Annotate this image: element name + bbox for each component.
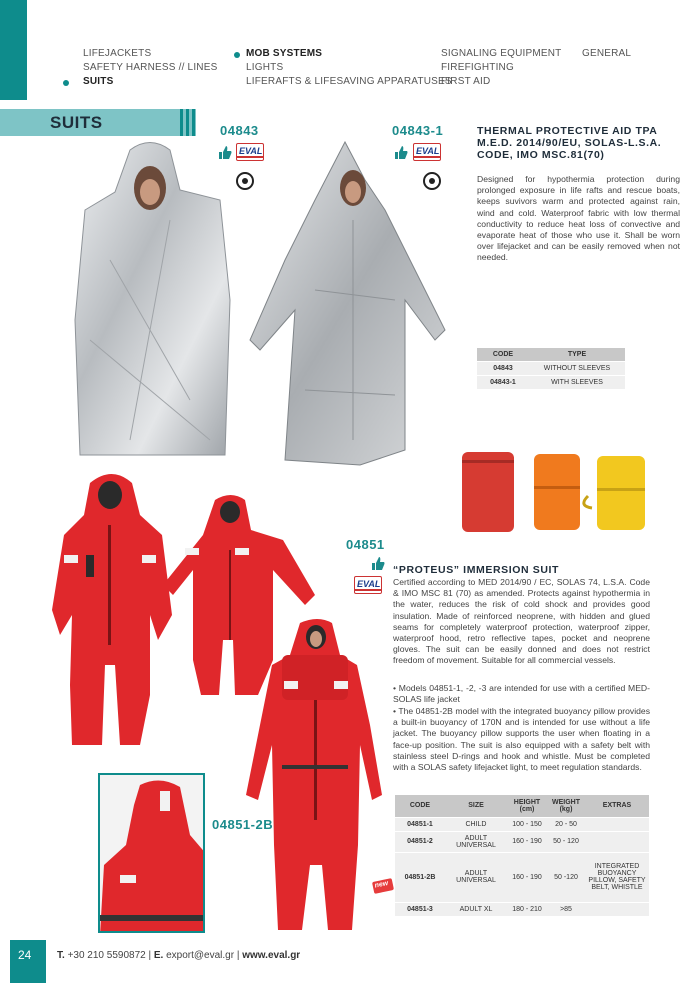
phone-label: T. xyxy=(57,950,65,961)
nav-liferafts[interactable]: LIFERAFTS & LIFESAVING APPARATUSES xyxy=(246,76,452,87)
table-cell: 160 - 190 xyxy=(507,852,547,902)
table-header: CODE xyxy=(395,795,445,817)
immersion-suit-detail-image xyxy=(100,775,205,933)
product2-description: Certified according to MED 2014/90 / EC, SOLAS 74, L.S.A. Code & IMO MSC 81 (70) as amended. Protects against hypothermia in the water, reduces the risk of cold shock and provides good insulation. Made of reinforced neoprene, with hidden and glued seams for completely waterproof protection, waterproof zipper, waterproof hood, retro reflective tapes, pocket and neoprene gloves. The suit can be easily donned and does not restrict freedom of movement. Suitable for all commercial vessels. xyxy=(393,577,650,666)
table-cell: 50 - 120 xyxy=(547,831,585,852)
active-dot xyxy=(234,52,240,58)
nav-signaling[interactable]: SIGNALING EQUIPMENT xyxy=(441,48,562,59)
nav-lifejackets[interactable]: LIFEJACKETS xyxy=(83,48,152,59)
nav-firefighting[interactable]: FIREFIGHTING xyxy=(441,62,514,73)
table-cell: 04843-1 xyxy=(477,376,529,390)
table-cell: WITHOUT SLEEVES xyxy=(529,362,625,376)
product1-table xyxy=(477,348,625,389)
table-header: SIZE xyxy=(445,795,507,817)
eval-logo-icon: EVAL xyxy=(413,143,441,161)
immersion-suit-front-image xyxy=(50,465,175,755)
product-code-04843-1: 04843-1 xyxy=(392,123,444,138)
table-cell xyxy=(585,902,649,916)
table-cell: 50 -120 xyxy=(547,852,585,902)
nav-mob-systems[interactable]: MOB SYSTEMS xyxy=(246,48,323,59)
table-cell: 20 - 50 xyxy=(547,817,585,831)
immersion-suit-2b-image xyxy=(232,615,392,933)
section-title: SUITS xyxy=(50,113,103,132)
table-header: HEIGHT (cm) xyxy=(507,795,547,817)
active-dot xyxy=(63,80,69,86)
nav-suits[interactable]: SUITS xyxy=(83,76,114,87)
table-cell: CHILD xyxy=(445,817,507,831)
banner-stripe xyxy=(180,109,183,136)
table-cell: 04851-2 xyxy=(395,831,445,852)
table-header: CODE xyxy=(477,348,529,362)
thumbs-up-icon xyxy=(218,146,232,159)
product-code-04851: 04851 xyxy=(346,537,385,552)
table-cell: WITH SLEEVES xyxy=(529,376,625,390)
product2-heading: “PROTEUS” IMMERSION SUIT xyxy=(393,564,560,576)
detail-photo-frame xyxy=(98,773,205,933)
storage-bags-image xyxy=(458,446,683,536)
table-row xyxy=(477,362,625,376)
table-cell: 100 - 150 xyxy=(507,817,547,831)
banner-stripe xyxy=(192,109,195,136)
product1-heading: THERMAL PROTECTIVE AID TPA M.E.D. 2014/90/EU, SOLAS-L.S.A. CODE, IMO MSC.81(70) xyxy=(477,125,662,161)
banner-stripe xyxy=(186,109,189,136)
table-row xyxy=(395,817,649,831)
table-cell xyxy=(585,831,649,852)
foil-suit-image-04843-1 xyxy=(245,140,450,470)
table-cell: >85 xyxy=(547,902,585,916)
category-nav xyxy=(0,0,700,100)
table-row xyxy=(477,376,625,390)
table-row xyxy=(395,902,649,916)
table-cell: 04843 xyxy=(477,362,529,376)
email-link[interactable]: export@eval.gr xyxy=(166,950,235,961)
table-cell: 160 - 190 xyxy=(507,831,547,852)
table-header: TYPE xyxy=(529,348,625,362)
table-cell: ADULT UNIVERSAL xyxy=(445,831,507,852)
product1-description: Designed for hypothermia protection during prolonged exposure in life rafts and rescue boats, keeps suvivors warm and protected against rain, wind and cold. Waterproof fabric with low thermal conductivity to reduce heat loss of convective and evaporate heat of those who use it. Shall be worn over lifejacket and can be easily removed when not needed. xyxy=(477,174,680,263)
nav-lights[interactable]: LIGHTS xyxy=(246,62,284,73)
table-header: EXTRAS xyxy=(585,795,649,817)
table-cell: 04851-3 xyxy=(395,902,445,916)
nav-safety-harness[interactable]: SAFETY HARNESS // LINES xyxy=(83,62,218,73)
page-number: 24 xyxy=(18,948,32,962)
wheelmark-icon xyxy=(423,172,441,190)
table-cell: 04851-1 xyxy=(395,817,445,831)
table-row xyxy=(395,831,649,852)
table-cell: ADULT XL xyxy=(445,902,507,916)
thumbs-up-icon xyxy=(371,557,385,570)
thumbs-up-icon xyxy=(394,146,408,159)
nav-first-aid[interactable]: FIRST AID xyxy=(441,76,491,87)
product2-bullet-1: • Models 04851-1, -2, -3 are intended for use with a certified MED-SOLAS life jacket xyxy=(393,683,650,705)
new-badge: new xyxy=(372,878,394,894)
eval-logo-icon: EVAL xyxy=(354,576,382,594)
product-code-04843: 04843 xyxy=(220,123,259,138)
table-cell: INTEGRATED BUOYANCY PILLOW, SAFETY BELT, WHISTLE xyxy=(585,852,649,902)
table-cell: 180 - 210 xyxy=(507,902,547,916)
nav-general[interactable]: GENERAL xyxy=(582,48,632,59)
page-number-box xyxy=(10,940,46,983)
product-code-04851-2b: 04851-2B xyxy=(212,817,274,832)
table-cell: ADULT UNIVERSAL xyxy=(445,852,507,902)
table-row xyxy=(395,852,649,902)
email-label: E. xyxy=(153,950,164,961)
table-cell xyxy=(585,817,649,831)
product2-table xyxy=(395,795,649,916)
eval-logo-icon: EVAL xyxy=(236,143,264,161)
footer-contact: T. +30 210 5590872 | E. export@eval.gr | www.eval.gr xyxy=(57,950,301,961)
phone-number: +30 210 5590872 xyxy=(67,950,146,961)
foil-suit-image-04843 xyxy=(70,140,235,458)
table-header: WEIGHT (kg) xyxy=(547,795,585,817)
website-link[interactable]: www.eval.gr xyxy=(242,950,301,961)
section-banner xyxy=(0,109,196,136)
wheelmark-icon xyxy=(236,172,254,190)
table-cell: 04851-2B xyxy=(395,852,445,902)
product2-bullet-2: • The 04851-2B model with the integrated buoyancy pillow provides a built-in buoyancy of 170N and is intended for use without a life jacket. The buoyancy pillow supports the user when floating in a face-up position. The suit is also equipped with a safety belt with stainless steel D-rings and hook and whistle. Must be completed with a SOLAS safety lifejacket light, to meet regulation standards. xyxy=(393,706,650,773)
